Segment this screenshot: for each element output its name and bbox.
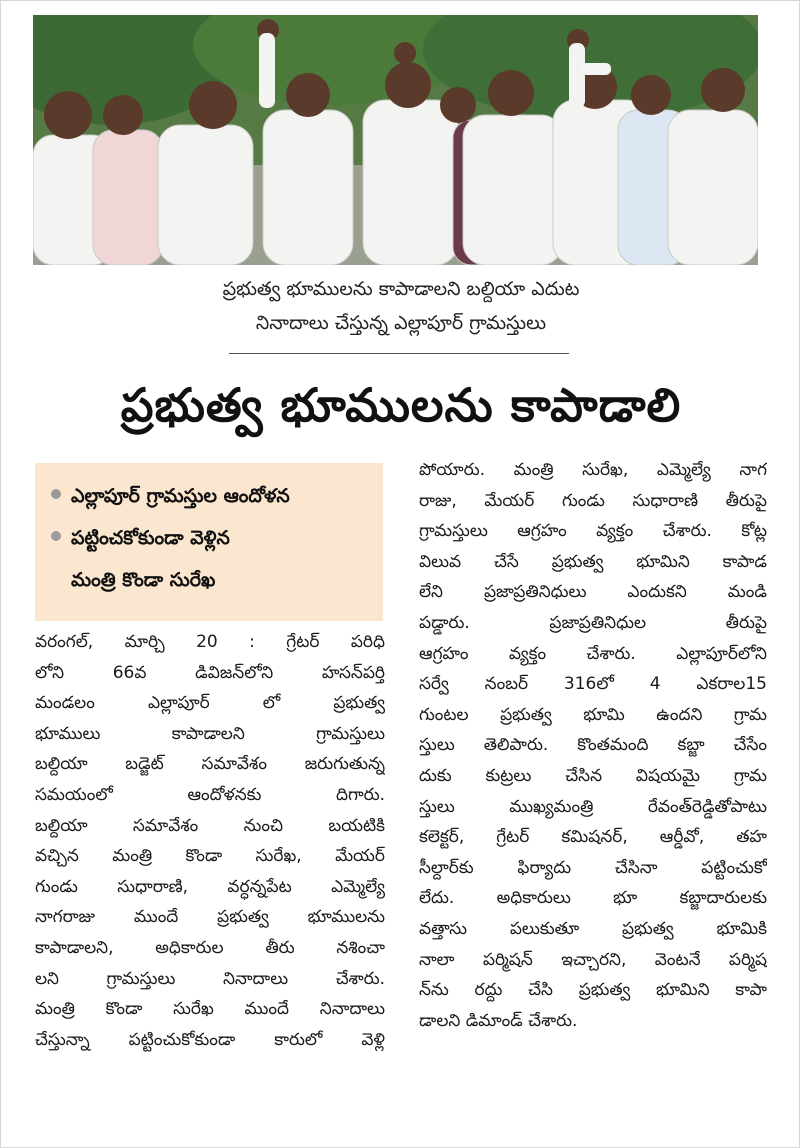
body-line: లని గ్రామస్తులు నినాదాలు చేశారు. [35, 968, 385, 989]
bullet-icon [51, 489, 61, 499]
body-line: పడ్డారు. ప్రజాప్రతినిధుల తీరుపై [419, 612, 767, 633]
headline: ప్రభుత్వ భూములను కాపాడాలి [120, 378, 682, 432]
body-line: పోయారు. మంత్రి సురేఖ, ఎమ్మెల్యే నాగ [419, 460, 767, 480]
body-line: బల్దియా సమావేశం నుంచి బయటికి [35, 815, 385, 836]
highlight-text: పట్టించకోకుండా వెళ్లిన [71, 527, 230, 549]
body-line: దుకు కుట్రలు చేసిన విషయమై గ్రామ [419, 765, 767, 786]
highlight-text: ఎల్లాపూర్ గ్రామస్తుల ఆందోళన [71, 485, 290, 507]
body-line: న్‌ను రద్దు చేసి ప్రభుత్వ భూమిని కాపా [419, 980, 767, 1001]
body-line: నాలా పర్మిషన్ ఇచ్చారని, వెంటనే పర్మిష [419, 949, 767, 970]
article-column-left [35, 627, 385, 1055]
bullet-icon [51, 531, 61, 541]
body-line: ఆగ్రహం వ్యక్తం చేశారు. ఎల్లాపూర్‌లోని [419, 643, 767, 664]
highlight-item [51, 475, 369, 517]
body-line: సమయంలో ఆందోళనకు దిగారు. [35, 784, 385, 805]
body-line: లేదు. అధికారులు భూ కబ్జాదారులకు [419, 888, 767, 909]
body-line: రాజు, మేయర్ గుండు సుధారాణి తీరుపై [419, 490, 767, 511]
protest-photo-illustration [33, 15, 758, 265]
protest-photo [33, 15, 758, 265]
highlights-box [35, 463, 383, 621]
body-line: కాపాడాలని, అధికారుల తీరు నశించా [35, 937, 385, 958]
body-line: గ్రామస్తులు ఆగ్రహం వ్యక్తం చేశారు. కోట్ల [419, 521, 767, 542]
highlight-text-continued: మంత్రి కొండా సురేఖ [71, 569, 216, 591]
body-line: సీల్దార్‌కు ఫిర్యాదు చేసినా పట్టించుకో [419, 857, 767, 878]
body-line: నాగరాజు ముందే ప్రభుత్వ భూములను [35, 907, 385, 928]
photo-caption-line-2: నినాదాలు చేస్తున్న ఎల్లాపూర్ గ్రామస్తులు [255, 312, 547, 334]
body-line: గుండు సుధారాణి, వర్ధన్నపేట ఎమ్మెల్యే [35, 876, 385, 897]
photo-caption-line-1: ప్రభుత్వ భూములను కాపాడాలని బల్దియా ఎదుట [222, 278, 580, 300]
article-column-right [419, 455, 767, 1036]
body-line: సర్వే నంబర్ 316లో 4 ఎకరాల15 [419, 674, 767, 695]
body-line: డాలని డిమాండ్ చేశారు. [419, 1010, 578, 1031]
body-line: స్తులు ముఖ్యమంత్రి రేవంత్‌రెడ్డితోపాటు [419, 796, 767, 817]
body-line: లోని 66వ డివిజన్‌లోని హసన్‌పర్తి [35, 662, 385, 683]
body-line: విలువ చేసే ప్రభుత్వ భూమిని కాపాడ [419, 551, 767, 572]
body-line: భూములు కాపాడాలని గ్రామస్తులు [35, 723, 385, 744]
body-line: వరంగల్, మార్చి 20 : గ్రేటర్ పరిధి [35, 632, 385, 652]
body-line: కలెక్టర్, గ్రేటర్ కమిషనర్, ఆర్డీవో, తహ [419, 827, 767, 848]
caption-divider [229, 353, 569, 354]
highlight-item [51, 517, 369, 559]
body-line: మండలం ఎల్లాపూర్ లో ప్రభుత్వ [35, 693, 385, 714]
body-line: స్తులు తెలిపారు. కొంతమంది కబ్జా చేసేం [419, 735, 767, 756]
body-line: వత్తాసు పలుకుతూ ప్రభుత్వ భూమికి [419, 918, 767, 939]
body-line: బల్దియా బడ్జెట్ సమావేశం జరుగుతున్న [35, 754, 385, 775]
body-line: మంత్రి కొండా సురేఖ ముందే నినాదాలు [35, 999, 385, 1020]
body-line: వచ్చిన మంత్రి కొండా సురేఖ, మేయర్ [35, 846, 385, 867]
body-line: చేస్తున్నా పట్టించుకోకుండా కారులో వెళ్లి [35, 1029, 385, 1050]
body-line: గుంటల ప్రభుత్వ భూమి ఉందని గ్రామ [419, 704, 767, 725]
body-line: లేని ప్రజాప్రతినిధులు ఎందుకని మండి [419, 582, 767, 603]
